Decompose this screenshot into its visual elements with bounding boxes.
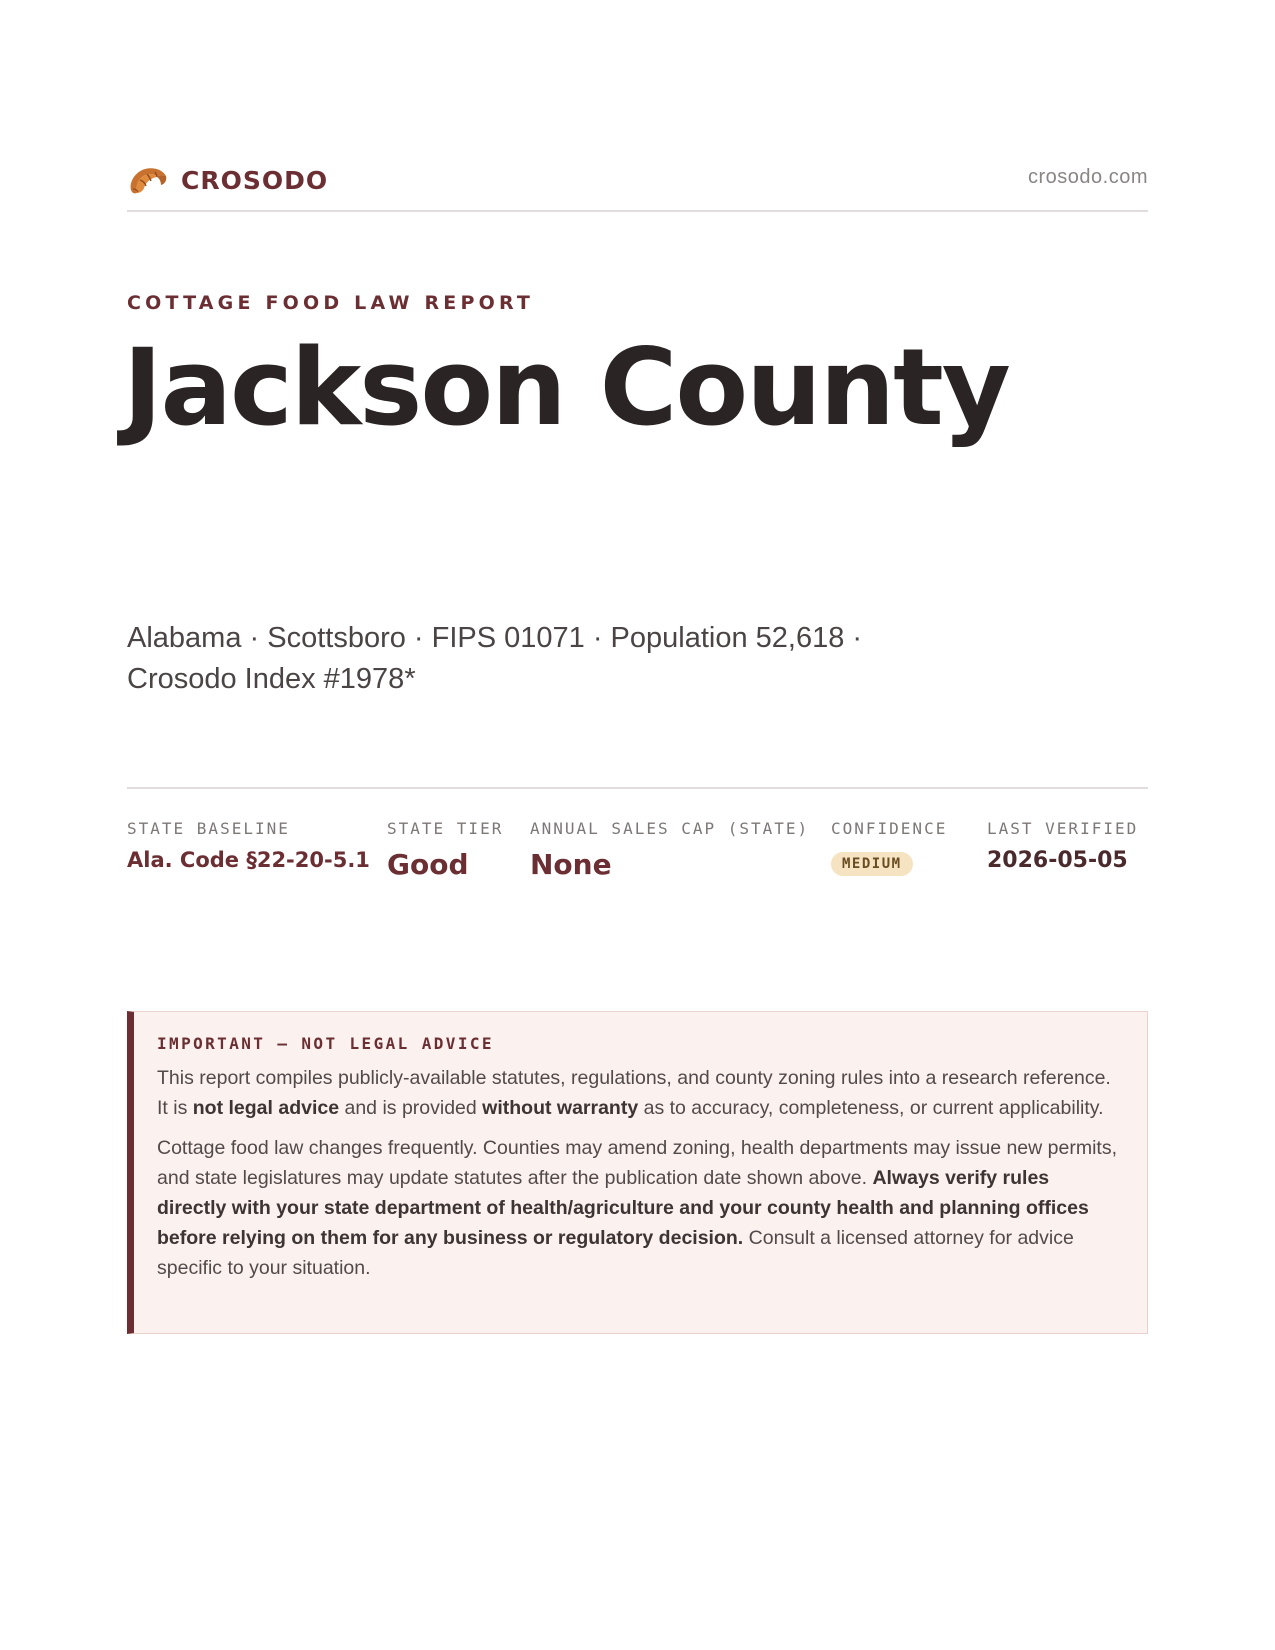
croissant-icon xyxy=(127,160,169,200)
page-title: Jackson County xyxy=(123,326,1009,449)
notice-paragraph-1 xyxy=(157,1063,1121,1123)
stat-label: STATE BASELINE xyxy=(127,819,290,838)
stat-label: ANNUAL SALES CAP (STATE) xyxy=(530,819,810,838)
legal-notice xyxy=(127,1011,1148,1334)
notice-emphasis: Always verify rules directly with your state department of health/agriculture and your county health and planning offices before relying on them for any business or regulatory decision. xyxy=(157,1167,1089,1249)
stat-annual-sales-cap xyxy=(530,819,809,881)
stat-state-tier xyxy=(387,819,503,881)
notice-paragraph-2 xyxy=(157,1133,1121,1283)
notice-emphasis: not legal advice xyxy=(192,1097,340,1119)
stat-value: Ala. Code §22-20-5.1 xyxy=(127,848,370,872)
report-page xyxy=(123,0,1148,1650)
notice-text: as to accuracy, completeness, or current applicability. xyxy=(638,1097,1104,1119)
stat-value: 2026-05-05 xyxy=(987,848,1128,873)
stat-value: Good xyxy=(387,848,469,881)
stat-value: None xyxy=(530,848,612,881)
brand-name: CROSODO xyxy=(181,165,329,195)
stat-state-baseline xyxy=(127,819,370,872)
notice-text: This report compiles publicly-available statutes, regulations, and county zoning rules into a research reference. It is xyxy=(157,1067,1111,1119)
brand[interactable] xyxy=(127,160,328,200)
notice-text: Consult a licensed attorney for advice specific to your situation. xyxy=(157,1227,1074,1279)
confidence-badge: MEDIUM xyxy=(831,852,913,876)
stat-confidence xyxy=(831,819,947,876)
report-eyebrow: COTTAGE FOOD LAW REPORT xyxy=(127,292,535,314)
stat-last-verified xyxy=(987,819,1138,873)
stat-label: CONFIDENCE xyxy=(831,819,948,838)
notice-text: Cottage food law changes frequently. Counties may amend zoning, health departments may issue new permits, and state legislatures may update statutes after the publication date shown above. xyxy=(157,1137,1117,1189)
notice-emphasis: without warranty xyxy=(482,1097,639,1119)
stat-label: LAST VERIFIED xyxy=(987,819,1139,838)
notice-text: and is provided xyxy=(339,1097,483,1119)
notice-heading: IMPORTANT — NOT LEGAL ADVICE xyxy=(157,1034,494,1053)
report-header xyxy=(127,158,1148,212)
stats-strip xyxy=(127,787,1148,881)
report-subtitle: Alabama · Scottsboro · FIPS 01071 · Population 52,618 · Crosodo Index #1978* xyxy=(127,622,863,695)
site-url[interactable]: crosodo.com xyxy=(1028,166,1148,188)
stat-label: STATE TIER xyxy=(387,819,504,838)
